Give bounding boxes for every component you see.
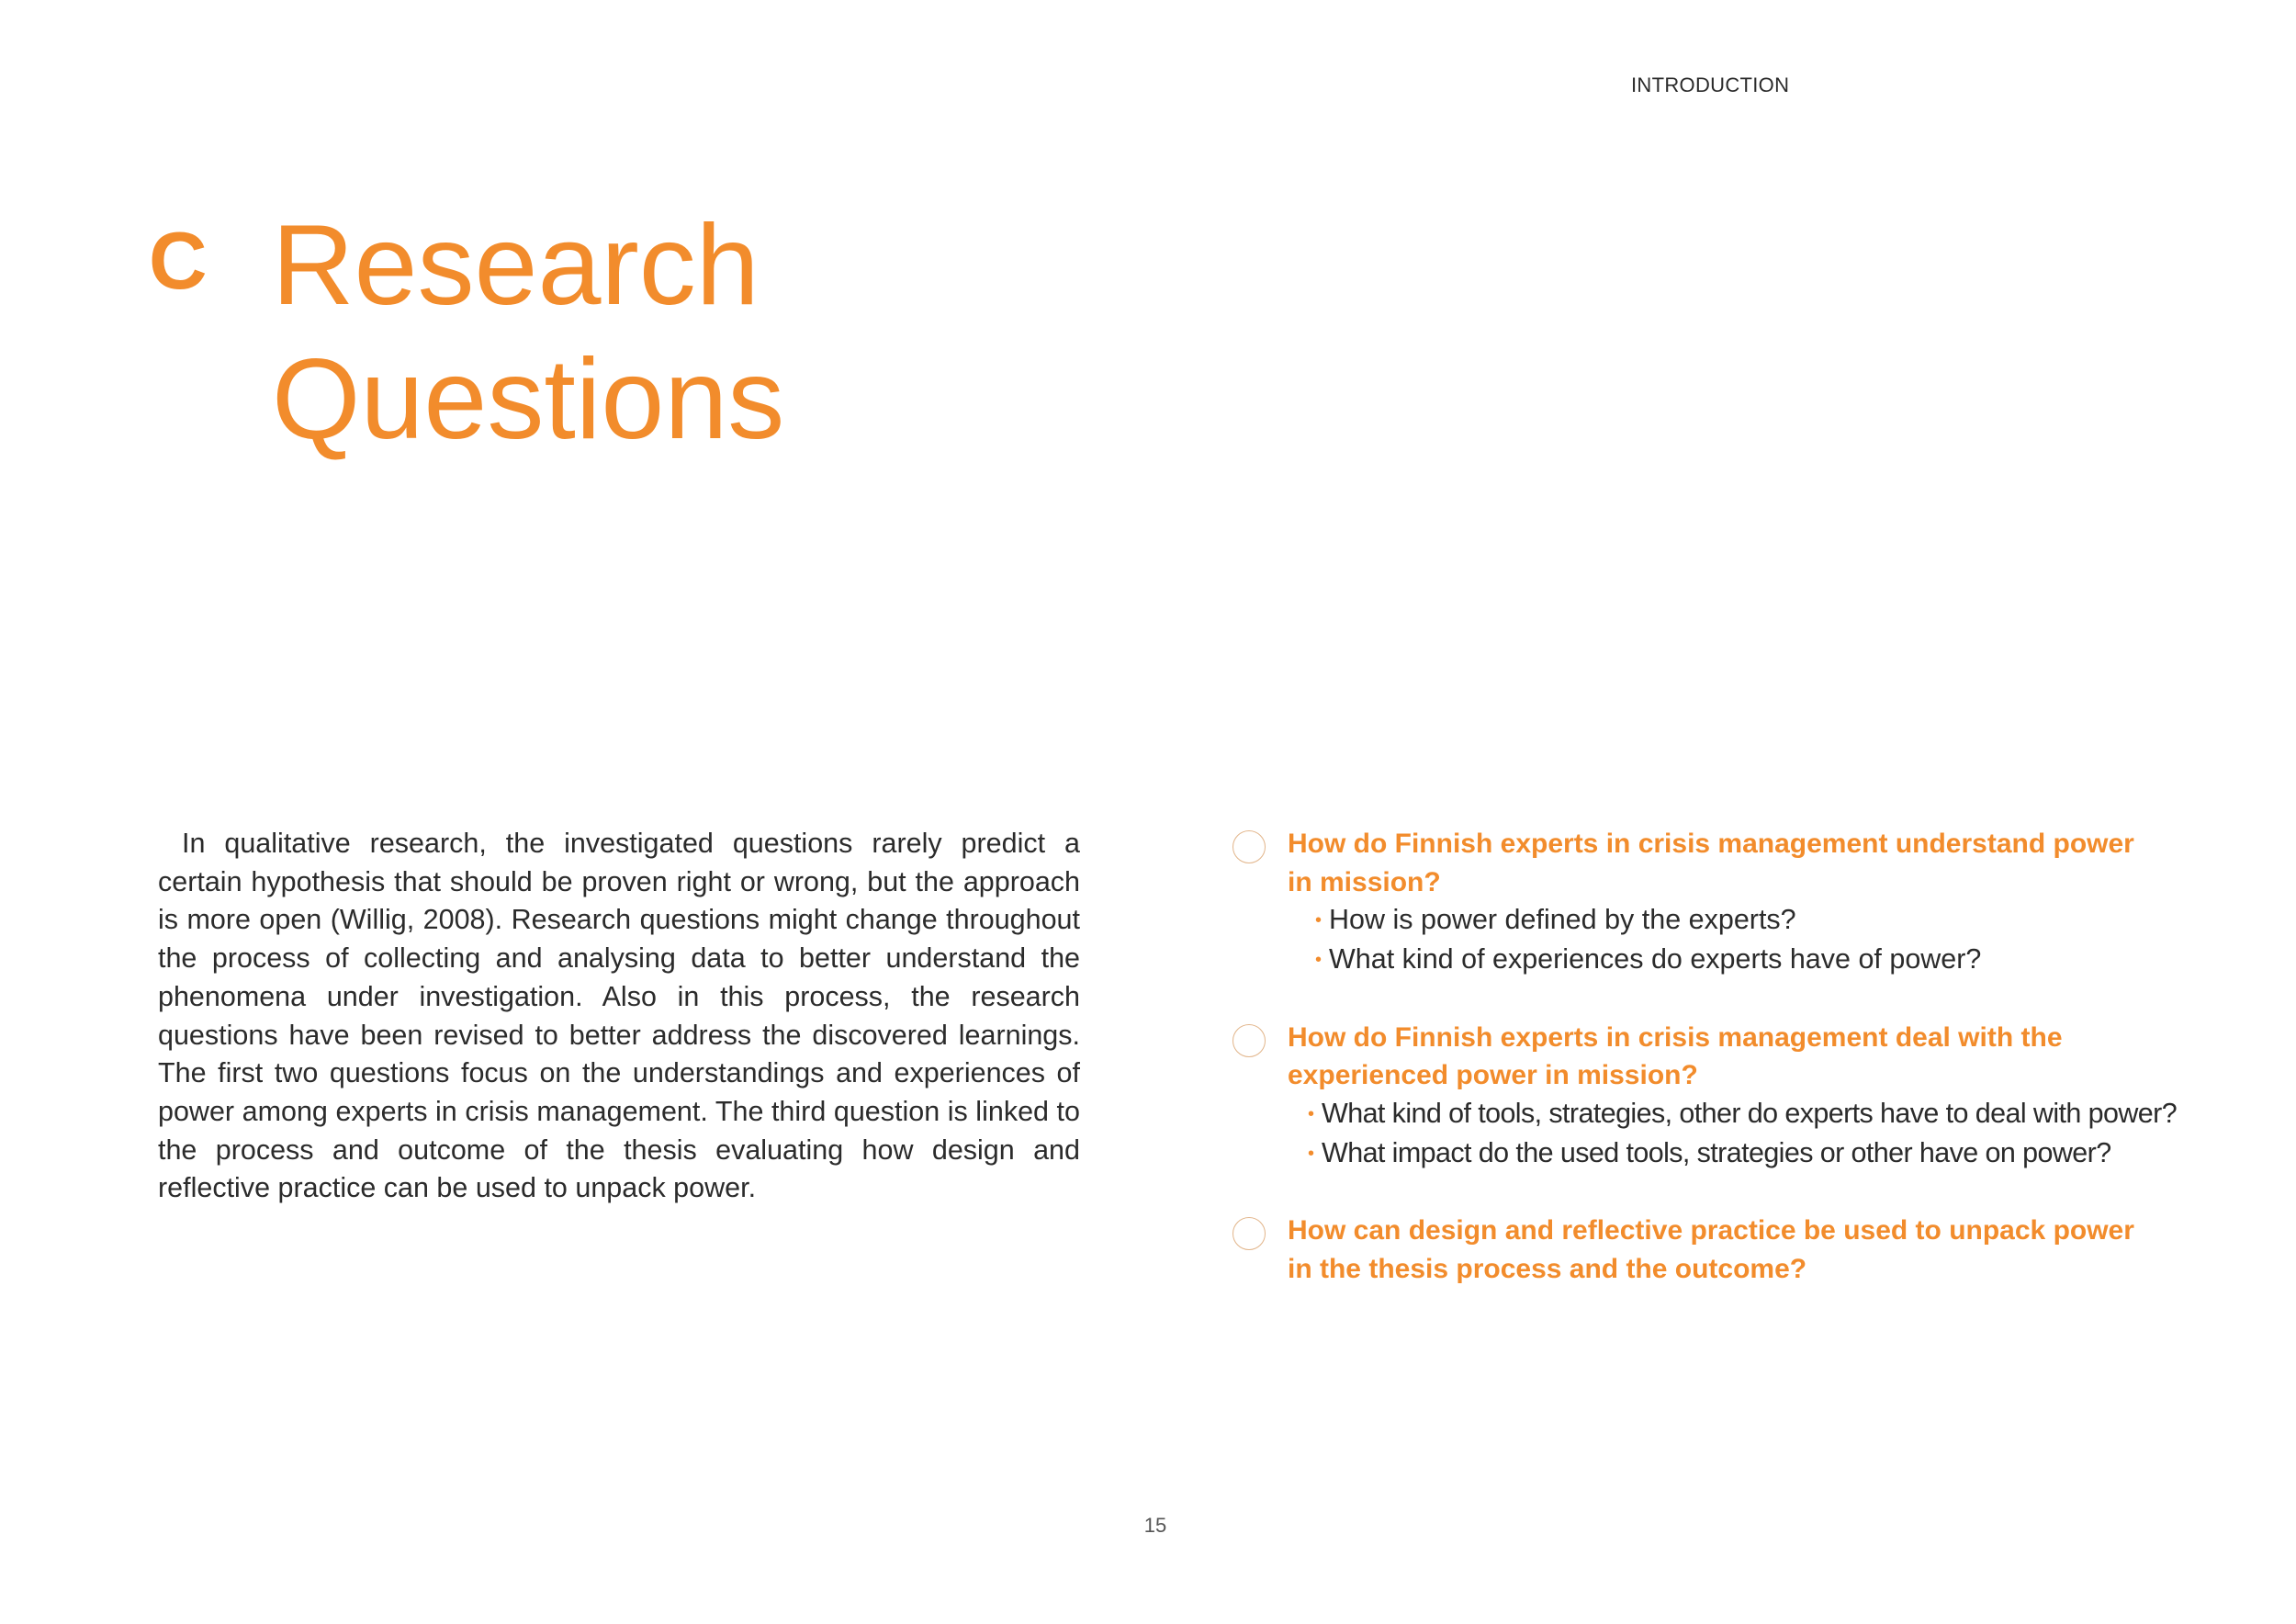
research-question-text: How do Finnish experts in crisis management understand power in mission? [1288,829,2134,897]
circle-marker-icon [1232,830,1266,863]
intro-paragraph [158,825,1080,1208]
page-number: 15 [1143,1514,1167,1537]
sub-question: • How is power defined by the experts? [1315,904,1796,936]
bullet-icon: • [1315,950,1322,971]
running-header: INTRODUCTION [1631,73,1790,96]
circle-marker-icon [1232,1024,1266,1057]
research-question-text: How can design and reflective practice be used to unpack power in the thesis process and the outcome? [1288,1215,2134,1284]
page-title [272,198,784,467]
sub-question: • What kind of tools, strategies, other do experts have to deal with power? [1308,1097,2178,1129]
section-letter: C [149,215,208,306]
sub-question-list [1288,901,2158,979]
page-title-line-1: Research [272,202,760,329]
page-title-line-2: Questions [272,336,785,463]
sub-question: • What impact do the used tools, strategies or other have on power? [1308,1136,2111,1168]
research-question-text: How do Finnish experts in crisis management deal with the experienced power in mission? [1288,1021,2063,1091]
sub-question: • What kind of experiences do experts have of power? [1315,943,1982,976]
research-question [1231,1212,2158,1288]
bullet-icon: • [1315,910,1322,931]
circle-marker-icon [1232,1217,1266,1250]
research-question [1231,825,2158,980]
sub-question-list [1288,1095,2178,1173]
research-questions-list [1231,825,2178,1288]
bullet-icon: • [1308,1103,1315,1124]
research-question [1231,1019,2178,1174]
intro-text: In qualitative research, the investigated questions rarely predict a certain hypothesis that should be proven right or wrong, but the approach is more open (Willig, 2008). Research questions might change throughout the process of collecting and analysing data to better understand the phenomena under investigation. Also in this process, the research questions have been revised to better address the discovered learnings. The first two questions focus on the understandings and experiences of power among experts in crisis management. The third question is linked to the process and outcome of the thesis evaluating how design and reflective practice can be used to unpack power. [158,828,1080,1204]
bullet-icon: • [1308,1143,1315,1164]
